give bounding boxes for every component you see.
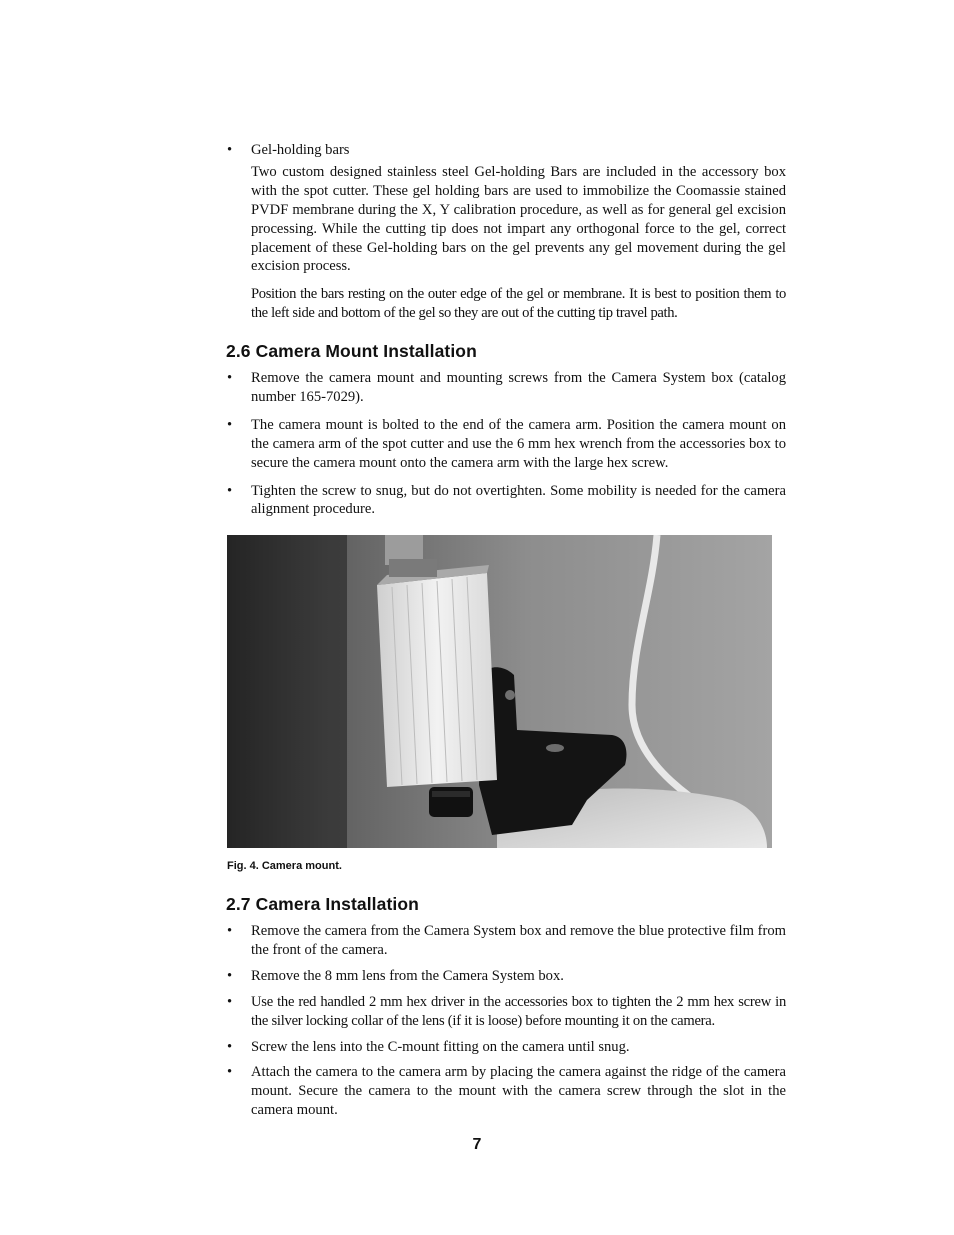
list-item-text: Screw the lens into the C-mount fitting on the camera until snug. [251,1038,630,1055]
bullet-marker: • [227,967,233,984]
bullet-marker: • [227,482,233,499]
list-item [226,1038,786,1057]
section-2-6-list [226,369,786,519]
bullet-item [226,141,786,160]
page-number: 7 [472,1136,482,1153]
bullet-marker: • [227,416,233,433]
bullet-marker: • [227,923,233,939]
figure-caption: Fig. 4. Camera mount. [227,860,342,872]
list-item-text: Remove the camera mount and mounting screws from the Camera System box (catalog number 165-7029). [251,370,786,405]
gel-holding-bars-block [226,141,786,323]
paragraph-text: Position the bars resting on the outer edge of the gel or membrane. It is best to position them to the left side and bottom of the gel so they are out of the cutting tip travel path. [251,286,786,322]
camera-mount-illustration [227,535,772,848]
gel-bars-paragraph-1 [226,163,786,276]
section-2-7-list [226,922,786,1120]
list-item [226,482,786,520]
gel-bars-paragraph-2 [226,285,786,323]
list-item [226,922,786,960]
list-item-text: Tighten the screw to snug, but do not overtighten. Some mobility is needed for the camera alignment procedure. [251,482,786,518]
list-item-text: Attach the camera to the camera arm by placing the camera against the ridge of the camera mount. Secure the camera to the mount with the camera screw through the slot in the camera mount. [251,1064,786,1119]
bullet-marker: • [227,1064,233,1081]
bullet-marker: • [227,142,233,158]
list-item-text: Remove the 8 mm lens from the Camera System box. [251,967,564,984]
paragraph-text: Two custom designed stainless steel Gel-holding Bars are included in the accessory box with the spot cutter. These gel holding bars are used to immobilize the Coomassie stained PVDF membrane during the X, Y calibration procedure, as well as for general gel excision processing. While the cutting tip does not impart any orthogonal force to the gel, correct placement of these Gel-holding bars on the gel prevents any gel movement during the gel excision process. [251,163,786,275]
bullet-title: Gel-holding bars [251,142,350,158]
bullet-marker: • [227,1038,233,1055]
list-item [226,369,786,407]
list-item [226,967,786,986]
list-item [226,416,786,473]
list-item [226,993,786,1031]
list-item [226,1063,786,1120]
bullet-marker: • [227,993,232,1010]
list-item-text: Remove the camera from the Camera System box and remove the blue protective film from the front of the camera. [251,923,786,958]
bullet-marker: • [227,370,233,386]
section-heading-2-6: 2.6 Camera Mount Installation [226,341,477,361]
camera-mount-photo [227,535,772,848]
list-item-text: Use the red handled 2 mm hex driver in the accessories box to tighten the 2 mm hex screw in the silver locking collar of the lens (if it is loose) before mounting it on the camera. [251,993,786,1029]
list-item-text: The camera mount is bolted to the end of the camera arm. Position the camera mount on the camera arm of the spot cutter and use the 6 mm hex wrench from the accessories box to secure the camera mount onto the camera arm with the large hex screw. [251,416,786,471]
section-heading-2-7: 2.7 Camera Installation [226,894,419,914]
